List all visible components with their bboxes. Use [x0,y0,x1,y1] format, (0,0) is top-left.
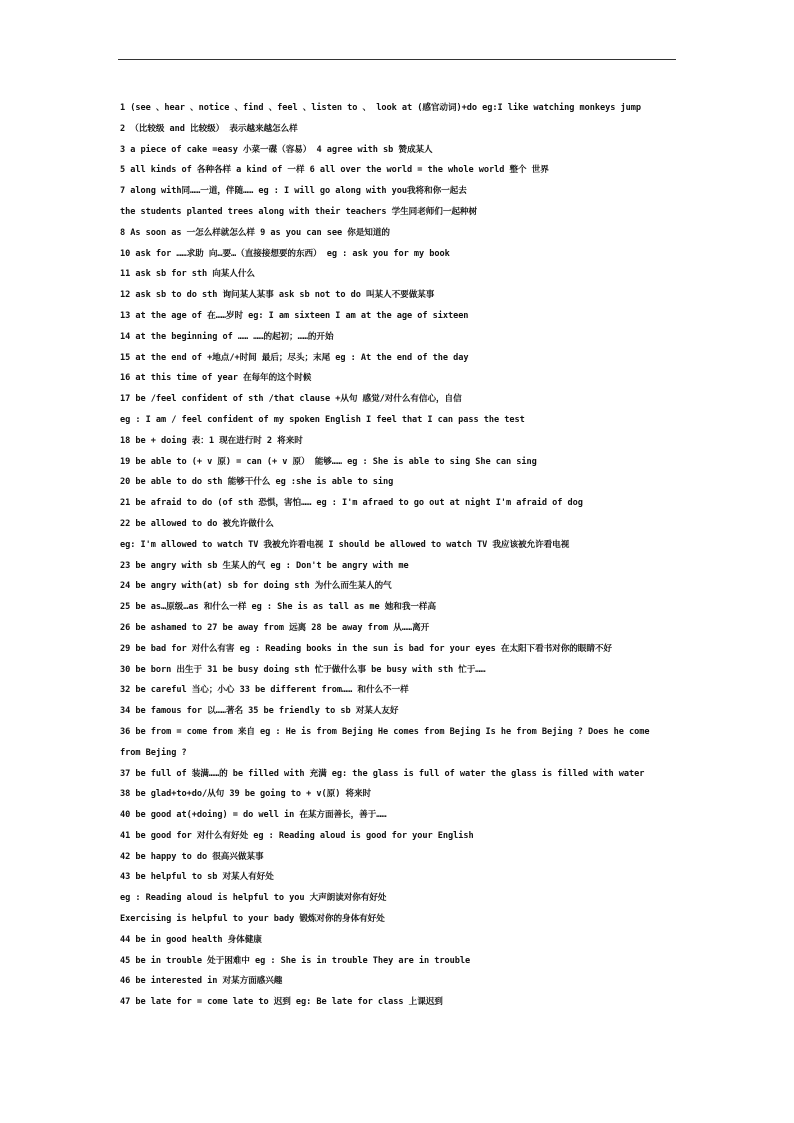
phrase-line: 26 be ashamed to 27 be away from 远离 28 be away from 从……离开 [120,622,430,633]
phrase-line: 11 ask sb for sth 向某人什么 [120,269,255,280]
phrase-line: 16 at this time of year 在每年的这个时候 [120,373,312,384]
phrase-line: 34 be famous for 以……著名 35 be friendly to sb 对某人友好 [120,706,399,717]
phrase-line: 38 be glad+to+do/从句 39 be going to + v(原) 将来时 [120,789,372,800]
phrase-line: 7 along with同……一道，伴随…… eg : I will go along with you我将和你一起去 [120,186,467,197]
phrase-line: 42 be happy to do 很高兴做某事 [120,851,264,862]
phrase-line: 21 be afraid to do (of sth 恐惧，害怕…… eg : I'm afraed to go out at night I'm afraid of dog [120,498,583,509]
phrase-line: 40 be good at(+doing) = do well in 在某方面善长，善于…… [120,810,387,821]
phrase-line: from Bejing ? [120,747,187,758]
phrase-line: 22 be allowed to do 被允许做什么 [120,518,274,529]
phrase-line: 10 ask for ……求助 向…要…（直接接想要的东西） eg : ask you for my book [120,248,450,259]
phrase-line: 30 be born 出生于 31 be busy doing sth 忙于做什么事 be busy with sth 忙于…… [120,664,486,675]
phrase-line: eg : I am / feel confident of my spoken English I feel that I can pass the test [120,414,525,425]
phrase-line: 12 ask sb to do sth 询问某人某事 ask sb not to do 叫某人不要做某事 [120,290,435,301]
phrase-line: 2 （比较级 and 比较级） 表示越来越怎么样 [120,123,298,134]
phrase-line: Exercising is helpful to your bady 锻炼对你的身体有好处 [120,914,385,925]
phrase-line: 25 be as…原级…as 和什么一样 eg : She is as tall as me 她和我一样高 [120,602,437,613]
phrase-line: 41 be good for 对什么有好处 eg : Reading aloud is good for your English [120,830,474,841]
phrase-line: 44 be in good health 身体健康 [120,934,262,945]
phrase-line: 15 at the end of +地点/+时间 最后；尽头；末尾 eg : At the end of the day [120,352,469,363]
phrase-line: 19 be able to (+ v 原) = can (+ v 原） 能够…… eg : She is able to sing She can sing [120,456,537,467]
phrase-line: 29 be bad for 对什么有害 eg : Reading books in the sun is bad for your eyes 在太阳下看书对你的眼睛不好 [120,643,612,654]
phrase-line: 13 at the age of 在……岁时 eg: I am sixteen I am at the age of sixteen [120,310,469,321]
phrase-line: eg : Reading aloud is helpful to you 大声朗读对你有好处 [120,893,387,904]
phrase-line: 5 all kinds of 各种各样 a kind of 一样 6 all over the world = the whole world 整个 世界 [120,165,549,176]
phrase-line: 43 be helpful to sb 对某人有好处 [120,872,274,883]
phrase-line: eg: I'm allowed to watch TV 我被允许看电视 I should be allowed to watch TV 我应该被允许看电视 [120,539,570,550]
phrase-line: 20 be able to do sth 能够干什么 eg :she is able to sing [120,477,394,488]
header-rule [118,59,676,60]
phrase-line: 46 be interested in 对某方面感兴趣 [120,976,283,987]
phrase-line: 18 be + doing 表：1 现在进行时 2 将来时 [120,435,303,446]
phrase-line: 3 a piece of cake =easy 小菜一碟（容易） 4 agree with sb 赞成某人 [120,144,433,155]
phrase-line: 45 be in trouble 处于困难中 eg : She is in trouble They are in trouble [120,955,471,966]
phrase-line: 14 at the beginning of …… ……的起初；……的开始 [120,331,334,342]
phrase-line: 8 As soon as 一怎么样就怎么样 9 as you can see 你是知道的 [120,227,390,238]
phrase-line: 37 be full of 装满……的 be filled with 充满 eg: the glass is full of water the glass is filled with water [120,768,645,779]
phrase-line: 47 be late for = come late to 迟到 eg: Be late for class 上课迟到 [120,997,443,1008]
phrase-line: 17 be /feel confident of sth /that clause +从句 感觉/对什么有信心，自信 [120,394,462,405]
phrase-line: 24 be angry with(at) sb for doing sth 为什么而生某人的气 [120,581,392,592]
phrase-line: the students planted trees along with their teachers 学生同老师们一起种树 [120,206,478,217]
phrase-line: 1 (see 、hear 、notice 、find 、feel 、listen to 、 look at (感官动词)+do eg:I like watching monkeys jump [120,103,641,113]
phrase-line: 23 be angry with sb 生某人的气 eg : Don't be angry with me [120,560,409,571]
document-body [120,98,720,1013]
phrase-line: 32 be careful 当心；小心 33 be different from…… 和什么不一样 [120,685,409,696]
phrase-line: 36 be from = come from 来自 eg : He is from Bejing He comes from Bejing Is he from Bejing ? Does he come [120,726,650,737]
